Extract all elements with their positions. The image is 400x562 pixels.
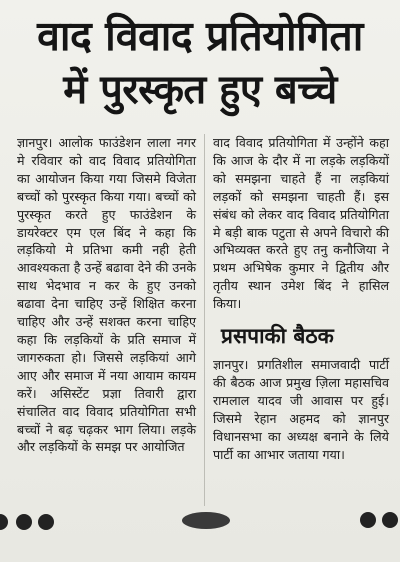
headline-line-2: में पुरस्कृत हुए बच्चे	[63, 67, 337, 113]
binding-hole-dot	[0, 514, 8, 530]
column-divider	[204, 134, 205, 506]
binding-hole-oval	[182, 512, 230, 529]
article-column-right	[213, 134, 389, 464]
binding-hole-dot	[360, 512, 376, 528]
headline-line-1: वाद विवाद प्रतियोगिता	[37, 12, 363, 60]
brief-body: ज्ञानपुर। प्रगतिशील समाजवादी पार्टी की बैठक आज प्रमुख ज़िला महासचिव रामलाल यादव जी आवास पर हुई। जिसमे रेहान अहमद को ज्ञानपुर विधानसभा का अध्यक्ष बनाने के लिये पार्टी का आभार जताया गया।	[213, 357, 389, 462]
binding-hole-dot	[382, 512, 398, 528]
brief-heading: प्रसपाकी बैठक	[221, 324, 334, 349]
article-body-left: ज्ञानपुर। आलोक फाउंडेशन लाला नगर मे रविवार को वाद विवाद प्रतियोगिता का आयोजन किया गया जिसमे विजेता बच्चों को पुरस्कृत किया गया। बच्चों को पुरस्कृत करते हुए फाउंडेशन के डायरेक्टर एम एल बिंद ने कहा कि लड़कियो मे प्रतिभा कमी नही हेती आवश्यकता है उन्हें बढावा देने की उनके साथ भेदभाव न कर के हुए उनको बढावा देना चाहिए उन्हें शिक्षित करना चाहिए और उन्हें सशक्त करना चाहिए कहा कि लड़कियों के प्रति समाज में जागरुकता हो। जिससे लड़कियां आगे आए और समाज में नया आयाम कायम करें। असिस्टेंट प्रज्ञा तिवारी द्वारा संचालित वाद विवाद प्रतियोगिता सभी बच्चों ने बढ़ चढ़कर भाग लिया। लड़के और लड़कियों के समझ पर आयोजित	[17, 135, 196, 455]
binding-hole-dot	[16, 514, 32, 530]
article-column-left	[17, 134, 196, 456]
binding-hole-dot	[38, 514, 54, 530]
article-body-right: वाद विवाद प्रतियोगिता में उन्होंने कहा कि आज के दौर में ना लड़के लड़कियों को समझना चाहते हैं ना लड़कियां लड़कों को समझना चाहती हैं। इस संबंध को लेकर वाद विवाद प्रतियोगिता मे बड़ी बाक पटुता से अपने विचारो की अभिव्यक्त करते हुए तनु कनौजिया ने प्रथम अभिषेक कुमार ने द्वितीय और तृतीय स्थान उमेश बिंद ने हासिल किया।	[213, 135, 389, 312]
